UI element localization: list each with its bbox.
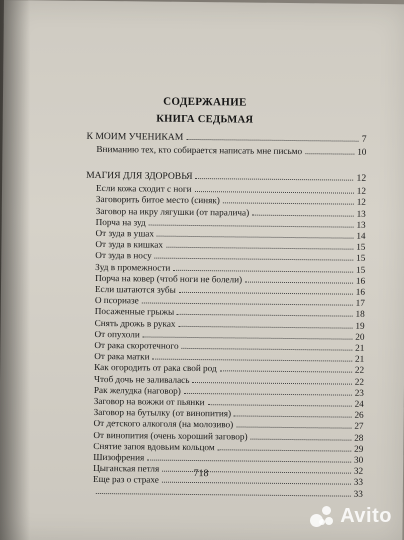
toc-leader-dots bbox=[251, 438, 352, 440]
toc-entry-title: Чтоб дочь не заливалась bbox=[93, 373, 190, 385]
avito-watermark bbox=[310, 505, 392, 528]
toc-leader-dots bbox=[220, 371, 352, 373]
toc-entry-title: Порча на ковер (чтоб ноги не болели) bbox=[95, 272, 243, 285]
toc-entry-title: Заговорить битое место (синяк) bbox=[95, 194, 220, 206]
toc-leader-dots bbox=[184, 393, 352, 396]
toc-leader-dots bbox=[179, 292, 353, 295]
toc-leader-dots bbox=[186, 139, 358, 142]
toc-entry-page: 33 bbox=[353, 488, 363, 499]
toc-entry-title: От зуда в кишках bbox=[95, 239, 164, 250]
toc-title: СОДЕРЖАНИЕ bbox=[163, 95, 247, 109]
toc-entry-page: 13 bbox=[356, 208, 366, 219]
toc-entry-title: Посаженные грыжы bbox=[94, 306, 175, 318]
toc-entry-page: 16 bbox=[355, 275, 366, 286]
toc-leader-dots bbox=[192, 382, 351, 385]
toc-leader-dots bbox=[96, 493, 351, 497]
toc-entry-page: 29 bbox=[354, 443, 364, 454]
toc-entry-title: Снятие запоя вдовьим кольцом bbox=[93, 440, 215, 453]
toc-subtitle: КНИГА СЕДЬМАЯ bbox=[156, 113, 254, 126]
toc-entry-page: 14 bbox=[356, 230, 366, 241]
toc-entry-title: МАГИЯ ДЛЯ ЗДОРОВЬЯ bbox=[86, 170, 193, 183]
binding-shadow bbox=[0, 0, 30, 540]
toc-entry-page: 12 bbox=[356, 172, 367, 184]
toc-entry bbox=[93, 485, 363, 500]
toc-entry-title: От винопития (очень хороший заговор) bbox=[93, 429, 248, 442]
toc-entry-page: 23 bbox=[354, 387, 364, 398]
toc-leader-dots bbox=[195, 191, 354, 194]
toc-entry-page: 21 bbox=[355, 342, 365, 353]
toc-entry-page: 30 bbox=[353, 454, 364, 465]
toc-entry-page: 28 bbox=[354, 432, 364, 443]
toc-entry-title: От зуда в ушах bbox=[95, 227, 155, 239]
toc-entry-title: Заговор на вожжи от пьянки bbox=[93, 395, 205, 408]
toc-leader-dots bbox=[305, 153, 354, 155]
toc-entry-title: От рака матки bbox=[94, 351, 150, 362]
toc-leader-dots bbox=[234, 416, 351, 418]
toc-leader-dots bbox=[252, 214, 353, 216]
toc-entry-title: Снять дрожь в руках bbox=[94, 317, 176, 329]
toc-entry-title: О псориазе bbox=[94, 295, 139, 306]
toc-leader-dots bbox=[179, 325, 353, 328]
toc-entry-title: Шизофрения bbox=[93, 451, 145, 463]
toc-entry-page: 7 bbox=[361, 133, 367, 145]
toc-entry-title: От детского алкоголя (на молозиво) bbox=[93, 418, 234, 430]
toc-entry-title: От опухоли bbox=[94, 328, 140, 340]
toc-entry-title: Вниманию тех, кто собирается написать мне письмо bbox=[96, 143, 303, 157]
toc-entry-title: Зуд в промежности bbox=[95, 261, 171, 273]
page-number: 718 bbox=[193, 468, 209, 480]
toc-entry-page: 12 bbox=[356, 185, 367, 196]
toc-entry-page: 22 bbox=[354, 365, 365, 376]
toc-entry-title: От зуда в носу bbox=[95, 250, 152, 261]
toc-entry-page: 21 bbox=[355, 353, 365, 364]
toc-entry-page: 15 bbox=[356, 253, 366, 264]
toc-entry-title: Рак желудка (наговор) bbox=[93, 384, 181, 396]
toc-leader-dots bbox=[218, 449, 351, 451]
toc-entry-title: Заговор на икру лягушки (от паралича) bbox=[95, 205, 250, 218]
toc-leader-dots bbox=[182, 348, 353, 351]
toc-entry-page: 20 bbox=[355, 331, 365, 342]
toc-leader-dots bbox=[208, 404, 352, 407]
toc-leader-dots bbox=[223, 203, 354, 205]
toc-entry-page: 27 bbox=[354, 421, 364, 432]
toc-entry-page: 33 bbox=[353, 477, 364, 488]
toc-entry-page: 18 bbox=[355, 309, 365, 320]
toc-leader-dots bbox=[245, 281, 353, 283]
toc-entry-title: Как огородить от рака свой род bbox=[94, 362, 217, 374]
toc-entry-page: 26 bbox=[354, 409, 364, 420]
avito-logo-icon bbox=[310, 506, 336, 528]
toc-entry-title: От рака скоротечного bbox=[94, 339, 179, 351]
toc-entry-page: 32 bbox=[353, 465, 364, 476]
toc-entry-title: Заговор на бутылку (от винопития) bbox=[93, 407, 232, 419]
avito-watermark-text: Avito bbox=[340, 505, 392, 527]
toc-entry-title: Порча на зуд bbox=[95, 216, 146, 228]
toc-entry-page: 22 bbox=[354, 376, 365, 387]
toc-entry-title: К МОИМ УЧЕНИКАМ bbox=[86, 130, 184, 143]
toc-leader-dots bbox=[173, 269, 353, 272]
toc-entry-title: Цыганская петля bbox=[93, 463, 160, 474]
toc-entry-page: 19 bbox=[355, 320, 365, 331]
toc-entry-title: Если кожа сходит с ноги bbox=[95, 183, 192, 195]
toc-entry-page: 13 bbox=[356, 219, 366, 230]
toc-entry-page: 15 bbox=[356, 241, 366, 252]
toc-entry-page: 15 bbox=[355, 264, 366, 275]
toc-entry-title: Если шатаются зубы bbox=[94, 283, 176, 295]
toc-entry-page: 10 bbox=[357, 146, 367, 157]
toc-leader-dots bbox=[236, 427, 351, 429]
toc-entry-page: 24 bbox=[354, 398, 364, 409]
toc-entry-title: Еще раз о страхе bbox=[92, 474, 159, 486]
toc-entry bbox=[96, 143, 366, 158]
toc-leader-dots bbox=[196, 178, 354, 181]
toc-entry-page: 17 bbox=[355, 297, 365, 308]
toc-leader-dots bbox=[177, 314, 352, 317]
toc-entry-page: 16 bbox=[355, 286, 366, 297]
toc-entry-page: 12 bbox=[356, 197, 366, 208]
